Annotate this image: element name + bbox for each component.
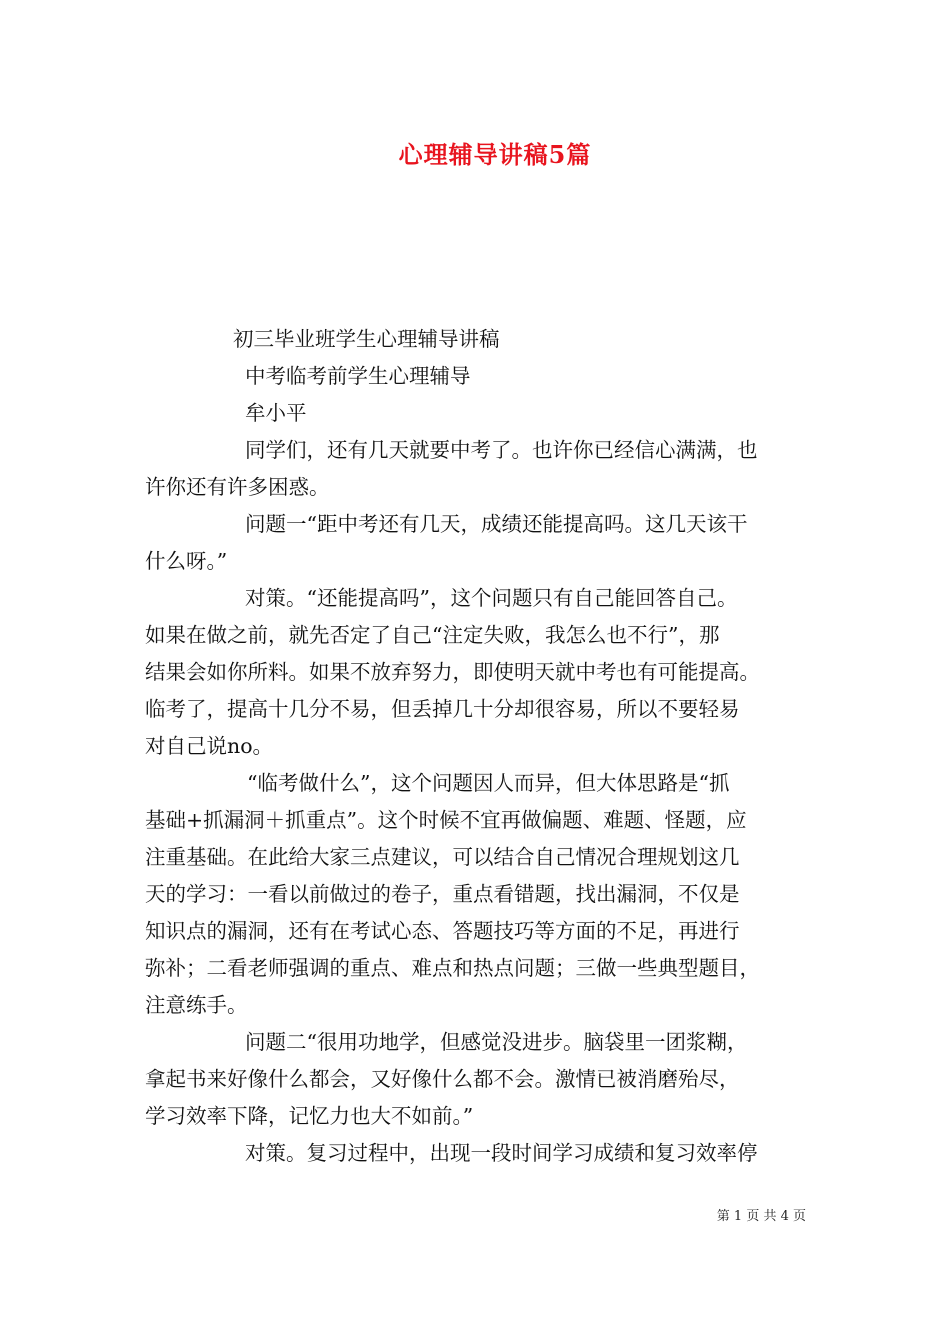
document-body	[145, 321, 810, 1172]
document-line: 对自己说no。	[145, 734, 274, 758]
document-line: 基础+抓漏洞＋抓重点”。这个时候不宜再做偏题、难题、怪题，应	[145, 808, 747, 832]
document-line: 同学们，还有几天就要中考了。也许你已经信心满满，也	[245, 438, 758, 462]
document-title: 心理辅导讲稿5篇	[398, 140, 592, 169]
document-line: 拿起书来好像什么都会，又好像什么都不会。激情已被消磨殆尽，	[145, 1067, 740, 1091]
document-line: 问题二“很用功地学，但感觉没进步。脑袋里一团浆糊，	[245, 1030, 748, 1054]
document-line: 如果在做之前，就先否定了自己“注定失败，我怎么也不行”，那	[145, 623, 720, 647]
document-line: 中考临考前学生心理辅导	[245, 364, 471, 388]
document-line: “临考做什么”，这个问题因人而异，但大体思路是“抓	[247, 771, 730, 795]
document-line: 学习效率下降，记忆力也大不如前。”	[145, 1104, 474, 1128]
document-line: 许你还有许多困惑。	[145, 475, 330, 499]
document-line: 结果会如你所料。如果不放弃努力，即使明天就中考也有可能提高。	[145, 660, 760, 684]
document-line: 弥补；二看老师强调的重点、难点和热点问题；三做一些典型题目，	[145, 956, 760, 980]
document-line: 天的学习：一看以前做过的卷子，重点看错题，找出漏洞，不仅是	[145, 882, 740, 906]
page-number: 第 1 页 共 4 页	[716, 1209, 806, 1224]
document-line: 注重基础。在此给大家三点建议，可以结合自己情况合理规划这几	[145, 845, 740, 869]
document-line: 初三毕业班学生心理辅导讲稿	[233, 327, 500, 351]
document-line: 对策。“还能提高吗”，这个问题只有自己能回答自己。	[245, 586, 738, 610]
document-line: 对策。复习过程中，出现一段时间学习成绩和复习效率停	[245, 1141, 758, 1165]
document-line: 临考了，提高十几分不易，但丢掉几十分却很容易，所以不要轻易	[145, 697, 740, 721]
document-line: 问题一“距中考还有几天，成绩还能提高吗。这几天该干	[245, 512, 748, 536]
document-line: 知识点的漏洞，还有在考试心态、答题技巧等方面的不足，再进行	[145, 919, 740, 943]
document-line: 牟小平	[245, 401, 307, 425]
document-line: 什么呀。”	[145, 549, 228, 573]
document-line: 注意练手。	[145, 993, 248, 1017]
